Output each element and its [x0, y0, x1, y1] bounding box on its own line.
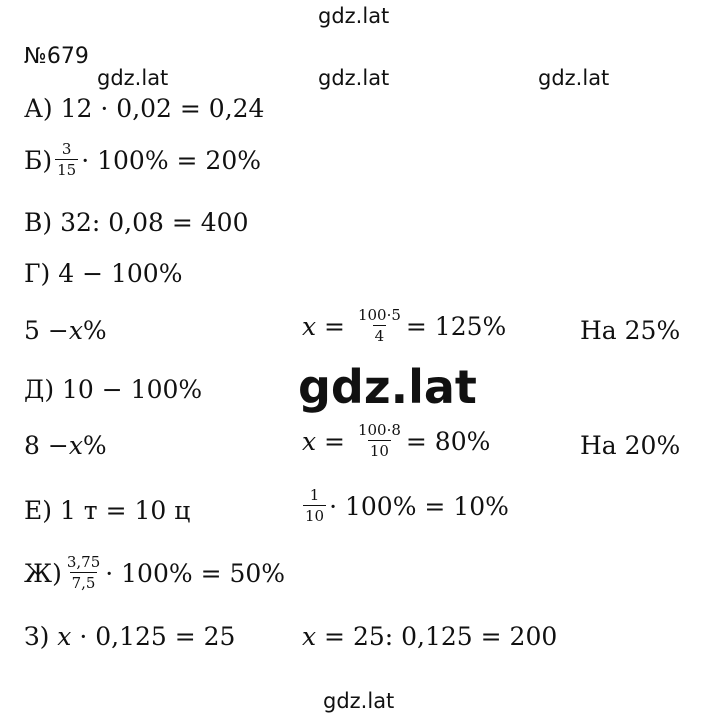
line-d2-x: x	[302, 426, 317, 456]
line-b-prefix: Б)	[24, 145, 53, 175]
problem-number: №679	[24, 44, 89, 69]
fraction-e-denominator: 10	[305, 507, 325, 525]
line-g2-solution	[302, 308, 506, 344]
fraction-zh-denominator: 7,5	[71, 574, 96, 592]
line-v: В) 32: 0,08 = 400	[24, 208, 249, 237]
watermark-center: gdz.lat	[298, 360, 477, 414]
line-d2-result: = 80%	[405, 426, 491, 456]
watermark-top: gdz.lat	[318, 4, 390, 28]
line-g: Г) 4 − 100%	[24, 259, 183, 288]
watermark-bottom: gdz.lat	[323, 689, 395, 713]
line-d2-left-x: x	[68, 431, 83, 460]
line-g2-result: = 125%	[405, 311, 507, 341]
fraction-e	[303, 488, 326, 524]
fraction-zh-numerator: 3,75	[66, 553, 101, 571]
line-zh-rest: · 100% = 50%	[105, 558, 286, 588]
line-e-solution	[300, 488, 509, 524]
line-b	[24, 142, 261, 178]
line-z-x: x	[57, 622, 72, 651]
line-g2-eq: =	[316, 311, 353, 341]
line-d2-left-a: 8 −	[24, 431, 69, 460]
fraction-d2-denominator: 10	[369, 442, 389, 460]
fraction-zh	[65, 555, 102, 591]
line-z-rest: · 0,125 = 25	[71, 622, 236, 651]
line-z2-x: x	[302, 622, 317, 651]
line-z-prefix: З)	[24, 622, 58, 651]
line-g2-x: x	[302, 311, 317, 341]
fraction-b-numerator: 3	[61, 140, 72, 158]
line-e-left: Е) 1 т = 10 ц	[24, 496, 191, 525]
line-g2-left	[24, 318, 107, 343]
line-d2-answer: На 20%	[580, 431, 681, 460]
line-g2-left-b: %	[82, 316, 107, 345]
line-d2-left	[24, 433, 107, 458]
line-zh	[24, 555, 285, 591]
watermark-row-right: gdz.lat	[538, 66, 610, 90]
line-z-left	[24, 624, 235, 649]
line-z2-rest: = 25: 0,125 = 200	[316, 622, 558, 651]
line-d2-eq: =	[316, 426, 353, 456]
fraction-g2-denominator: 4	[374, 327, 385, 345]
line-z-solution	[302, 624, 557, 649]
line-a: А) 12 · 0,02 = 0,24	[24, 94, 265, 123]
line-g2-left-x: x	[68, 316, 83, 345]
fraction-g2	[356, 308, 403, 344]
line-d2-left-b: %	[82, 431, 107, 460]
watermark-row-mid: gdz.lat	[318, 66, 390, 90]
fraction-b-denominator: 15	[57, 161, 77, 179]
line-d2-solution	[302, 423, 490, 459]
fraction-e-numerator: 1	[309, 486, 320, 504]
line-g2-answer: На 25%	[580, 316, 681, 345]
fraction-d2	[356, 423, 403, 459]
fraction-g2-numerator: 100·5	[357, 306, 401, 324]
line-g2-left-a: 5 −	[24, 316, 69, 345]
fraction-b	[55, 142, 78, 178]
line-b-rest: · 100% = 20%	[81, 145, 261, 175]
line-d: Д) 10 − 100%	[24, 375, 203, 404]
fraction-d2-numerator: 100·8	[357, 421, 401, 439]
watermark-row-left: gdz.lat	[97, 66, 169, 90]
line-e-rest: · 100% = 10%	[329, 491, 509, 521]
line-zh-prefix: Ж)	[24, 558, 62, 588]
